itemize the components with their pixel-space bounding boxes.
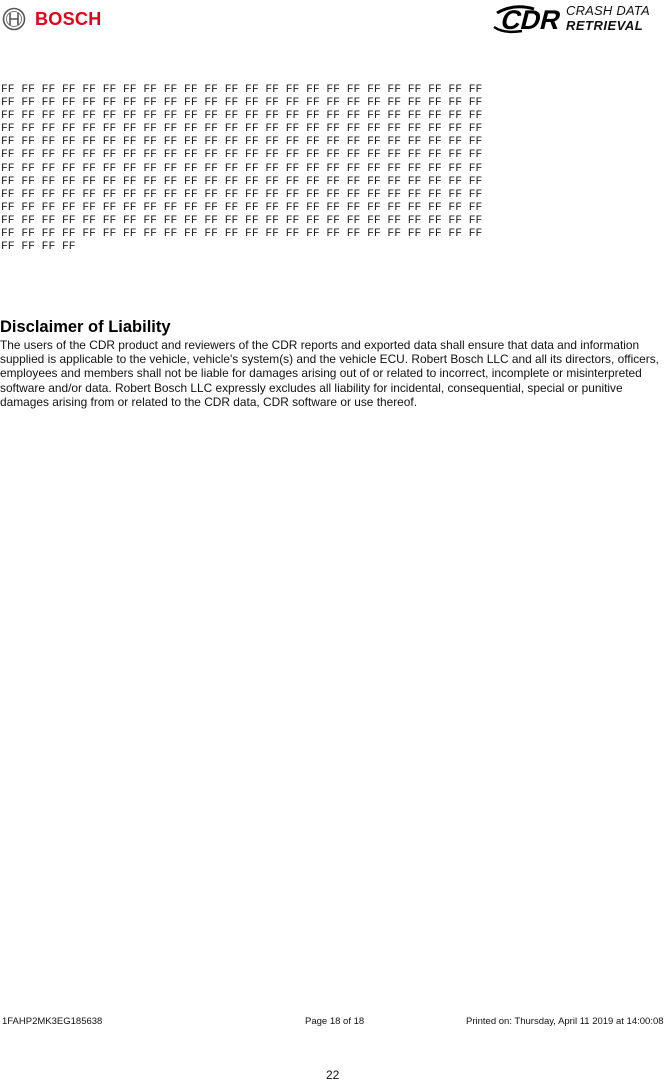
disclaimer-body: The users of the CDR product and reviewers of the CDR reports and exported data shall ensure that data and information supplied is applicable to the vehicle, vehicle's system(s) and the vehicle ECU. Robert Bosch LLC and all its directors, officers, employees and members shall not be liable for damages arising out of or related to incorrect, incomplete or misinterpreted software and/or data. Robert Bosch LLC expressly excludes all liability for incidental, consequential, special or punitive damages arising from or related to the CDR data, CDR software or use thereof.: [0, 338, 659, 409]
hex-data-dump: [1, 84, 661, 254]
hex-line: FF FF FF FF FF FF FF FF FF FF FF FF FF FF FF FF FF FF FF FF FF FF FF FF: [1, 123, 483, 136]
footer-page-count: Page 18 of 18: [305, 1016, 365, 1027]
hex-line: FF FF FF FF FF FF FF FF FF FF FF FF FF FF FF FF FF FF FF FF FF FF FF FF: [1, 214, 483, 227]
hex-line: FF FF FF FF FF FF FF FF FF FF FF FF FF FF FF FF FF FF FF FF FF FF FF FF: [1, 228, 483, 241]
bosch-logo: [2, 6, 102, 32]
hex-line: FF FF FF FF FF FF FF FF FF FF FF FF FF FF FF FF FF FF FF FF FF FF FF FF: [1, 175, 483, 188]
page-number: 22: [326, 1068, 340, 1082]
hex-line: FF FF FF FF FF FF FF FF FF FF FF FF FF FF FF FF FF FF FF FF FF FF FF FF: [1, 97, 483, 110]
hex-line: FF FF FF FF FF FF FF FF FF FF FF FF FF FF FF FF FF FF FF FF FF FF FF FF: [1, 84, 483, 96]
footer-printed-on: Printed on: Thursday, April 11 2019 at 14:00:08: [466, 1016, 664, 1027]
bosch-wordmark: BOSCH: [35, 8, 102, 29]
cdr-tagline-line1: CRASH DATA: [566, 3, 650, 18]
cdr-tagline: [566, 3, 650, 33]
hex-line: FF FF FF FF: [1, 241, 76, 254]
cdr-tagline-line2: RETRIEVAL: [566, 18, 644, 33]
cdr-logo-text: CDR: [498, 4, 565, 35]
hex-line: FF FF FF FF FF FF FF FF FF FF FF FF FF FF FF FF FF FF FF FF FF FF FF FF: [1, 149, 483, 162]
hex-line: FF FF FF FF FF FF FF FF FF FF FF FF FF FF FF FF FF FF FF FF FF FF FF FF: [1, 188, 483, 201]
bosch-armature-icon: [2, 7, 26, 31]
disclaimer-title: Disclaimer of Liability: [0, 318, 171, 336]
footer-vin: 1FAHP2MK3EG185638: [2, 1016, 103, 1027]
report-header: [0, 0, 671, 40]
hex-line: FF FF FF FF FF FF FF FF FF FF FF FF FF FF FF FF FF FF FF FF FF FF FF FF: [1, 162, 483, 175]
hex-line: FF FF FF FF FF FF FF FF FF FF FF FF FF FF FF FF FF FF FF FF FF FF FF FF: [1, 136, 483, 149]
hex-line: FF FF FF FF FF FF FF FF FF FF FF FF FF FF FF FF FF FF FF FF FF FF FF FF: [1, 110, 483, 123]
hex-line: FF FF FF FF FF FF FF FF FF FF FF FF FF FF FF FF FF FF FF FF FF FF FF FF: [1, 201, 483, 214]
